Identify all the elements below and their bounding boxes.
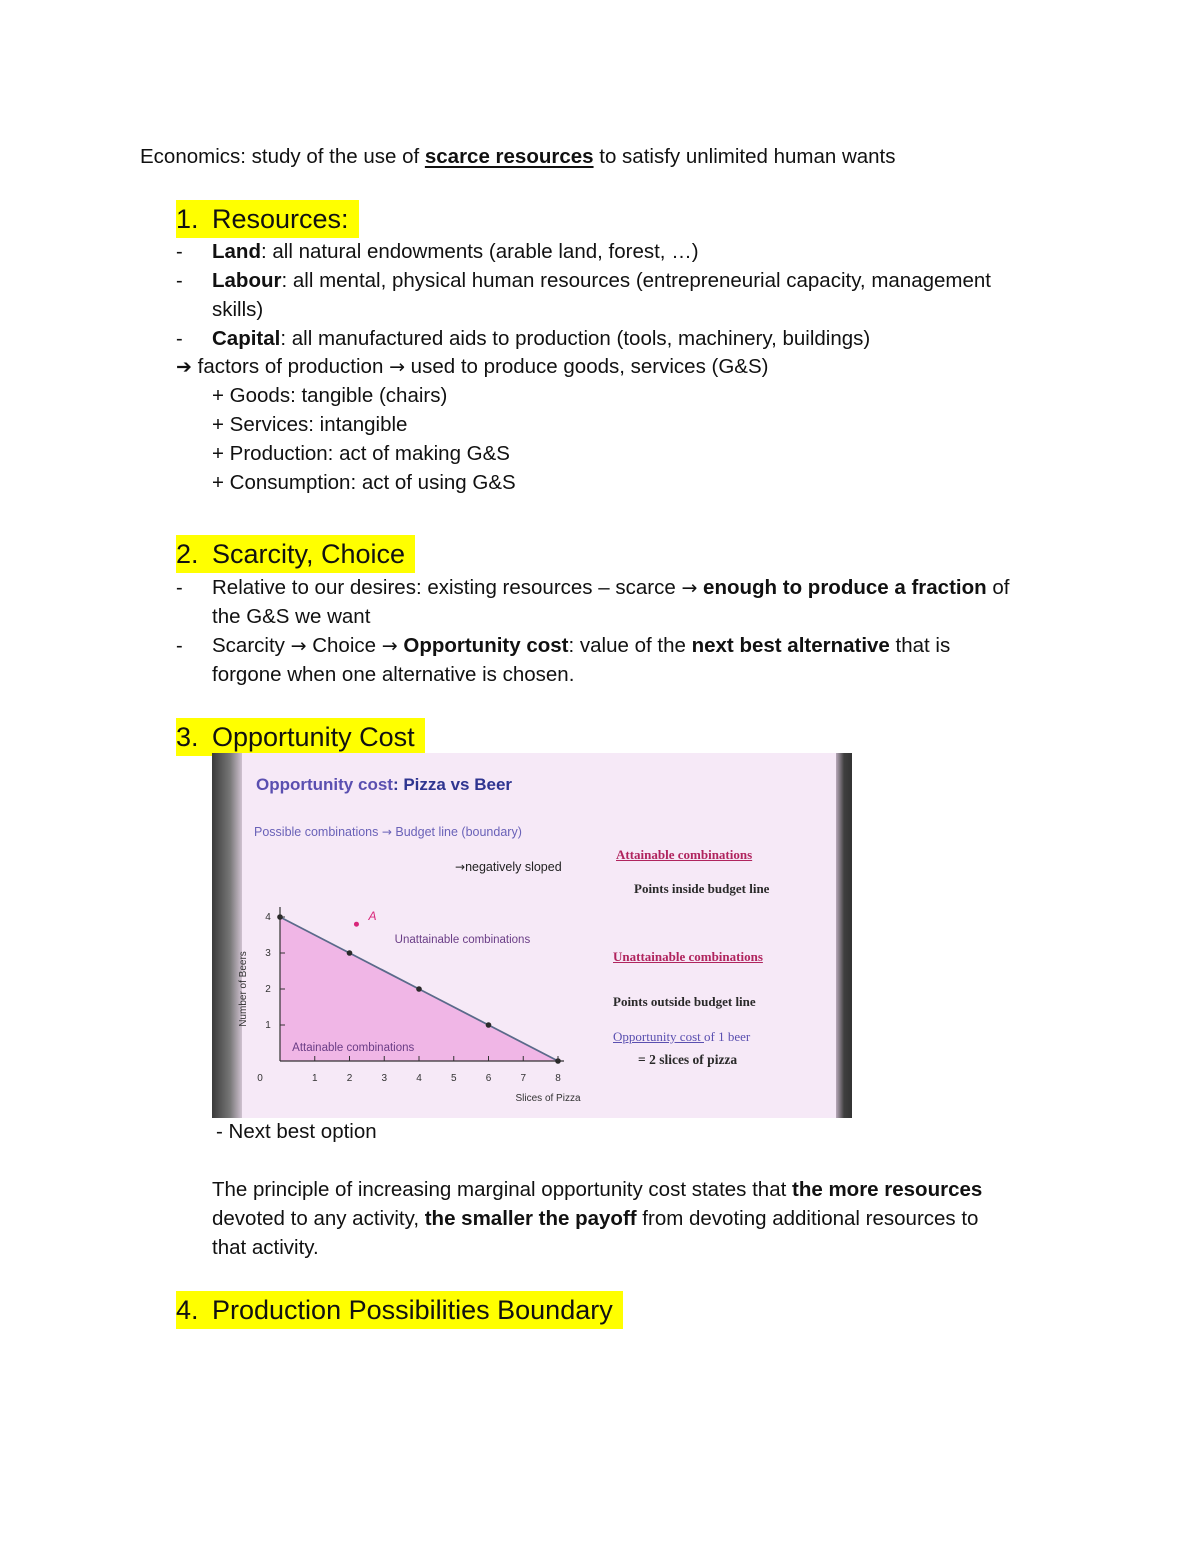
sub-item-consumption: + Consumption: act of using G&S bbox=[212, 471, 516, 494]
heading-title: Resources: bbox=[212, 204, 349, 234]
heading-title: Opportunity Cost bbox=[212, 722, 415, 752]
y-tick-label: 3 bbox=[265, 948, 271, 959]
principle-bold-2: the smaller the payoff bbox=[424, 1207, 637, 1230]
next-best-option: - Next best option bbox=[216, 1120, 377, 1143]
bullet-dash: - bbox=[176, 328, 183, 350]
budget-point bbox=[347, 950, 353, 956]
bullet-dash: - bbox=[176, 241, 183, 263]
principle-line-3: that activity. bbox=[212, 1236, 319, 1259]
labour-text: : all mental, physical human resources (entrepreneurial capacity, management bbox=[281, 269, 991, 292]
y-axis-label: Number of Beers bbox=[238, 951, 249, 1027]
slide-subtitle-b: Budget line (boundary) bbox=[391, 825, 522, 839]
attainable-label: Attainable combinations bbox=[292, 1042, 415, 1054]
scarcity-item-1-a: Relative to our desires: existing resources – scarce bbox=[212, 576, 682, 599]
slide-title-b: : Pizza vs Beer bbox=[392, 775, 513, 794]
x-tick-label: 6 bbox=[485, 1073, 492, 1084]
principle-a: The principle of increasing marginal opportunity cost states that bbox=[212, 1178, 792, 1201]
principle-bold-1: the more resources bbox=[792, 1178, 983, 1201]
sub-item-goods: + Goods: tangible (chairs) bbox=[212, 384, 448, 407]
intro-suffix: to satisfy unlimited human wants bbox=[593, 145, 896, 168]
scarcity-item-1-b: of bbox=[986, 576, 1010, 599]
oc-text-a: Opportunity cost bbox=[613, 1029, 704, 1044]
opportunity-cost-equals: = 2 slices of pizza bbox=[638, 1052, 738, 1067]
scarcity-item-2 bbox=[212, 632, 950, 660]
budget-line-chart bbox=[232, 883, 592, 1113]
unattainable-heading: Unattainable combinations bbox=[613, 949, 763, 964]
slide-image bbox=[212, 753, 852, 1118]
arrow-right-icon: → bbox=[389, 356, 405, 378]
unattainable-label: Unattainable combinations bbox=[394, 934, 531, 946]
x-tick-label: 4 bbox=[416, 1073, 422, 1084]
next-best-alternative-term: next best alternative bbox=[691, 634, 890, 657]
x-tick-label: 8 bbox=[555, 1073, 561, 1084]
principle-line-1 bbox=[212, 1176, 982, 1204]
heading-number: 2. bbox=[176, 539, 199, 569]
arrow-right-icon: → bbox=[381, 635, 398, 657]
heading-number: 3. bbox=[176, 722, 199, 752]
arrow-right-icon: → bbox=[681, 577, 698, 599]
principle-line2-b: from devoting additional resources to bbox=[636, 1207, 979, 1230]
x-tick-label: 3 bbox=[381, 1073, 388, 1084]
slide-negatively-sloped bbox=[455, 860, 562, 874]
capital-term: Capital bbox=[212, 327, 281, 350]
opportunity-cost-beer bbox=[613, 1029, 750, 1045]
scarcity-item-2-cont: forgone when one alternative is chosen. bbox=[212, 663, 575, 686]
scarcity-item-1-bold: enough to produce a fraction bbox=[697, 576, 987, 599]
heading-resources bbox=[176, 200, 359, 238]
heading-opportunity-cost bbox=[176, 718, 425, 756]
labour-item-cont: skills) bbox=[212, 298, 264, 321]
attainable-heading: Attainable combinations bbox=[616, 847, 753, 862]
land-term: Land bbox=[212, 240, 261, 263]
heading-scarcity bbox=[176, 535, 415, 573]
budget-point bbox=[486, 1022, 492, 1028]
heading-number: 1. bbox=[176, 204, 199, 234]
land-item bbox=[212, 238, 699, 266]
slide-subtitle bbox=[254, 825, 522, 839]
budget-point bbox=[416, 986, 422, 992]
sub-item-services: + Services: intangible bbox=[212, 413, 408, 436]
scarcity-item-2-a: Scarcity bbox=[212, 634, 291, 657]
factors-line bbox=[176, 353, 768, 381]
attainable-text: Points inside budget line bbox=[634, 881, 770, 896]
x-axis-label: Slices of Pizza bbox=[515, 1093, 581, 1104]
heading-title: Production Possibilities Boundary bbox=[212, 1295, 613, 1325]
bullet-dash: - bbox=[176, 270, 183, 292]
y-tick-label: 2 bbox=[265, 984, 271, 995]
slide-dark-edge-right bbox=[836, 753, 852, 1118]
arrow-right-icon: → bbox=[290, 635, 307, 657]
labour-item bbox=[212, 267, 991, 295]
sub-item-production: + Production: act of making G&S bbox=[212, 442, 510, 465]
scarcity-item-2-b: Choice bbox=[306, 634, 382, 657]
bullet-dash: - bbox=[176, 635, 183, 657]
x-tick-label: 0 bbox=[257, 1073, 263, 1084]
heading-number: 4. bbox=[176, 1295, 199, 1325]
intro-line bbox=[140, 143, 896, 171]
scarce-resources-term: scarce resources bbox=[424, 145, 594, 168]
bullet-dash: - bbox=[176, 577, 183, 599]
factors-text-b: used to produce goods, services (G&S) bbox=[404, 355, 769, 378]
point-a-marker bbox=[354, 922, 359, 927]
y-tick-label: 4 bbox=[265, 912, 271, 923]
intro-prefix: Economics: study of the use of bbox=[140, 145, 425, 168]
x-tick-label: 5 bbox=[450, 1073, 457, 1084]
arrow-right-icon: → bbox=[455, 860, 466, 874]
scarcity-item-1 bbox=[212, 574, 1009, 602]
slide-title-a: Opportunity cost bbox=[256, 775, 393, 794]
oc-text-b: of 1 beer bbox=[704, 1029, 751, 1044]
x-tick-label: 1 bbox=[311, 1073, 318, 1084]
scarcity-item-2-d: that is bbox=[889, 634, 951, 657]
slide-title bbox=[256, 775, 512, 795]
principle-line2-a: devoted to any activity, bbox=[212, 1207, 425, 1230]
heading-title: Scarcity, Choice bbox=[212, 539, 406, 569]
x-tick-label: 7 bbox=[520, 1073, 527, 1084]
arrow-right-icon: → bbox=[381, 825, 392, 839]
land-text: : all natural endowments (arable land, forest, …) bbox=[260, 240, 699, 263]
scarcity-item-1-cont: the G&S we want bbox=[212, 605, 371, 628]
slide-neg-text: negatively sloped bbox=[465, 860, 562, 874]
y-tick-label: 1 bbox=[265, 1020, 271, 1031]
heading-ppb bbox=[176, 1291, 623, 1329]
capital-item bbox=[212, 325, 870, 353]
factors-text-a: factors of production bbox=[191, 355, 390, 378]
point-a-label: A bbox=[368, 909, 377, 924]
scarcity-item-2-c: : value of the bbox=[568, 634, 692, 657]
bold-arrow-icon: ➔ bbox=[176, 356, 192, 378]
capital-text: : all manufactured aids to production (tools, machinery, buildings) bbox=[280, 327, 871, 350]
principle-line-2 bbox=[212, 1205, 978, 1233]
labour-term: Labour bbox=[212, 269, 282, 292]
slide-subtitle-a: Possible combinations bbox=[254, 825, 382, 839]
opportunity-cost-term: Opportunity cost bbox=[397, 634, 569, 657]
x-tick-label: 2 bbox=[346, 1073, 353, 1084]
unattainable-text: Points outside budget line bbox=[613, 994, 756, 1009]
